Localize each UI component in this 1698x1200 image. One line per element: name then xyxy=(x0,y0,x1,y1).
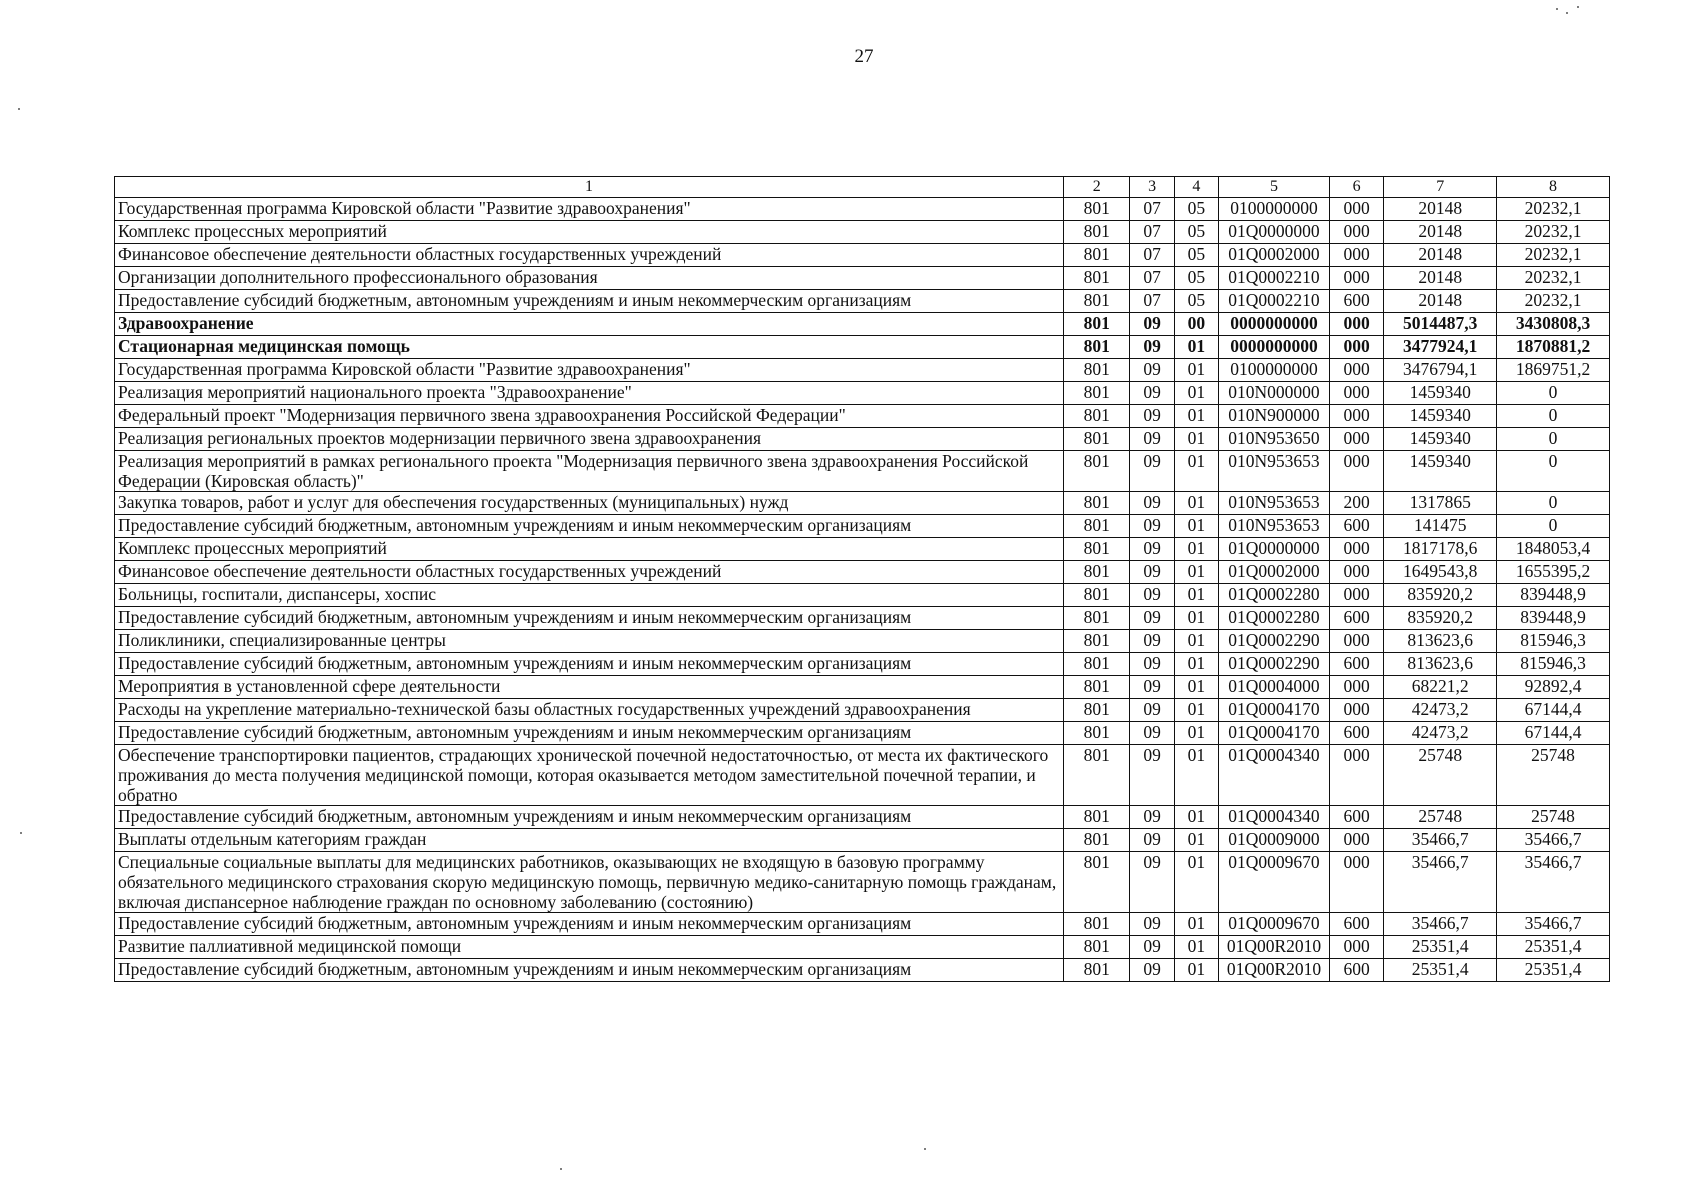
row-name-cell: Реализация мероприятий в рамках регионального проекта "Модернизация первичного звена здравоохранения Российской Федерации (Кировская область)" xyxy=(115,451,1064,492)
table-row xyxy=(115,584,1610,607)
table-row xyxy=(115,221,1610,244)
row-c3-cell: 09 xyxy=(1130,913,1174,936)
row-c2-cell: 801 xyxy=(1063,699,1129,722)
row-c5-cell: 01Q00R2010 xyxy=(1219,936,1330,959)
row-c7-cell: 42473,2 xyxy=(1384,699,1497,722)
row-c6-cell: 000 xyxy=(1329,451,1383,492)
scan-speck xyxy=(924,1148,926,1150)
row-name-cell: Развитие паллиативной медицинской помощи xyxy=(115,936,1064,959)
table-row xyxy=(115,198,1610,221)
row-c5-cell: 0000000000 xyxy=(1219,313,1330,336)
row-name-cell: Предоставление субсидий бюджетным, автономным учреждениям и иным некоммерческим организациям xyxy=(115,806,1064,829)
row-c3-cell: 09 xyxy=(1130,359,1174,382)
row-c3-cell: 07 xyxy=(1130,221,1174,244)
row-c4-cell: 00 xyxy=(1174,313,1218,336)
row-c2-cell: 801 xyxy=(1063,852,1129,913)
table-row xyxy=(115,806,1610,829)
row-c5-cell: 01Q0004170 xyxy=(1219,722,1330,745)
row-c8-cell: 0 xyxy=(1497,382,1610,405)
row-c8-cell: 25748 xyxy=(1497,745,1610,806)
row-c2-cell: 801 xyxy=(1063,653,1129,676)
row-c2-cell: 801 xyxy=(1063,198,1129,221)
row-c5-cell: 010N953653 xyxy=(1219,451,1330,492)
row-name-cell: Расходы на укрепление материально-технической базы областных государственных учреждений здравоохранения xyxy=(115,699,1064,722)
row-c3-cell: 09 xyxy=(1130,405,1174,428)
row-c4-cell: 01 xyxy=(1174,630,1218,653)
row-c8-cell: 20232,1 xyxy=(1497,244,1610,267)
row-name-cell: Предоставление субсидий бюджетным, автономным учреждениям и иным некоммерческим организациям xyxy=(115,913,1064,936)
row-c6-cell: 000 xyxy=(1329,336,1383,359)
row-c3-cell: 09 xyxy=(1130,829,1174,852)
row-c4-cell: 01 xyxy=(1174,653,1218,676)
row-c5-cell: 01Q0004170 xyxy=(1219,699,1330,722)
row-c3-cell: 09 xyxy=(1130,336,1174,359)
table-row xyxy=(115,913,1610,936)
row-c3-cell: 09 xyxy=(1130,607,1174,630)
row-c8-cell: 25351,4 xyxy=(1497,936,1610,959)
row-c4-cell: 01 xyxy=(1174,722,1218,745)
row-c6-cell: 000 xyxy=(1329,852,1383,913)
row-name-cell: Стационарная медицинская помощь xyxy=(115,336,1064,359)
row-name-cell: Государственная программа Кировской области "Развитие здравоохранения" xyxy=(115,359,1064,382)
row-c4-cell: 05 xyxy=(1174,290,1218,313)
table-row xyxy=(115,676,1610,699)
table-row xyxy=(115,699,1610,722)
row-c3-cell: 09 xyxy=(1130,806,1174,829)
col-header: 2 xyxy=(1063,177,1129,198)
row-c2-cell: 801 xyxy=(1063,313,1129,336)
row-name-cell: Мероприятия в установленной сфере деятельности xyxy=(115,676,1064,699)
row-name-cell: Предоставление субсидий бюджетным, автономным учреждениям и иным некоммерческим организациям xyxy=(115,607,1064,630)
row-c7-cell: 20148 xyxy=(1384,198,1497,221)
row-c8-cell: 815946,3 xyxy=(1497,653,1610,676)
row-c8-cell: 1870881,2 xyxy=(1497,336,1610,359)
row-c6-cell: 000 xyxy=(1329,936,1383,959)
header-row xyxy=(115,177,1610,198)
row-c4-cell: 01 xyxy=(1174,676,1218,699)
row-c4-cell: 01 xyxy=(1174,852,1218,913)
row-c8-cell: 92892,4 xyxy=(1497,676,1610,699)
table-row xyxy=(115,722,1610,745)
row-c8-cell: 20232,1 xyxy=(1497,221,1610,244)
row-c8-cell: 839448,9 xyxy=(1497,607,1610,630)
row-c6-cell: 600 xyxy=(1329,806,1383,829)
row-c4-cell: 05 xyxy=(1174,267,1218,290)
row-c4-cell: 05 xyxy=(1174,221,1218,244)
scan-speck xyxy=(560,1168,562,1170)
row-c4-cell: 01 xyxy=(1174,336,1218,359)
row-c7-cell: 20148 xyxy=(1384,244,1497,267)
row-c6-cell: 000 xyxy=(1329,829,1383,852)
row-name-cell: Обеспечение транспортировки пациентов, страдающих хронической почечной недостаточностью, от места их фактического проживания до места получения медицинской помощи, которая оказывается методом заместительной почечной терапии, и обратно xyxy=(115,745,1064,806)
row-c5-cell: 010N900000 xyxy=(1219,405,1330,428)
row-c2-cell: 801 xyxy=(1063,515,1129,538)
table-row xyxy=(115,653,1610,676)
table-row xyxy=(115,607,1610,630)
table-row xyxy=(115,382,1610,405)
row-c5-cell: 01Q0000000 xyxy=(1219,538,1330,561)
row-name-cell: Комплекс процессных мероприятий xyxy=(115,538,1064,561)
row-c7-cell: 3477924,1 xyxy=(1384,336,1497,359)
row-c6-cell: 000 xyxy=(1329,584,1383,607)
table-row xyxy=(115,244,1610,267)
table-body xyxy=(115,198,1610,982)
row-c2-cell: 801 xyxy=(1063,745,1129,806)
row-c4-cell: 01 xyxy=(1174,538,1218,561)
row-name-cell: Финансовое обеспечение деятельности областных государственных учреждений xyxy=(115,561,1064,584)
row-c6-cell: 000 xyxy=(1329,538,1383,561)
row-name-cell: Предоставление субсидий бюджетным, автономным учреждениям и иным некоммерческим организациям xyxy=(115,515,1064,538)
row-c2-cell: 801 xyxy=(1063,584,1129,607)
row-c3-cell: 09 xyxy=(1130,492,1174,515)
row-c8-cell: 20232,1 xyxy=(1497,198,1610,221)
row-c8-cell: 0 xyxy=(1497,428,1610,451)
row-name-cell: Выплаты отдельным категориям граждан xyxy=(115,829,1064,852)
row-c2-cell: 801 xyxy=(1063,607,1129,630)
col-header: 3 xyxy=(1130,177,1174,198)
row-c6-cell: 600 xyxy=(1329,913,1383,936)
row-c8-cell: 1655395,2 xyxy=(1497,561,1610,584)
row-c5-cell: 010N953653 xyxy=(1219,515,1330,538)
table-row xyxy=(115,561,1610,584)
row-c4-cell: 01 xyxy=(1174,405,1218,428)
row-c8-cell: 0 xyxy=(1497,492,1610,515)
row-c2-cell: 801 xyxy=(1063,806,1129,829)
row-c6-cell: 000 xyxy=(1329,221,1383,244)
row-c8-cell: 0 xyxy=(1497,451,1610,492)
row-c4-cell: 01 xyxy=(1174,561,1218,584)
row-c7-cell: 1317865 xyxy=(1384,492,1497,515)
row-name-cell: Комплекс процессных мероприятий xyxy=(115,221,1064,244)
row-name-cell: Государственная программа Кировской области "Развитие здравоохранения" xyxy=(115,198,1064,221)
row-c8-cell: 1848053,4 xyxy=(1497,538,1610,561)
row-c4-cell: 01 xyxy=(1174,699,1218,722)
row-c6-cell: 000 xyxy=(1329,382,1383,405)
row-c2-cell: 801 xyxy=(1063,267,1129,290)
table-row xyxy=(115,959,1610,982)
table-row xyxy=(115,428,1610,451)
col-header: 8 xyxy=(1497,177,1610,198)
scan-speck xyxy=(1556,8,1558,10)
row-c8-cell: 0 xyxy=(1497,515,1610,538)
table-row xyxy=(115,359,1610,382)
row-c5-cell: 0100000000 xyxy=(1219,359,1330,382)
row-c7-cell: 35466,7 xyxy=(1384,829,1497,852)
row-c5-cell: 01Q0002290 xyxy=(1219,653,1330,676)
row-c4-cell: 01 xyxy=(1174,515,1218,538)
row-c6-cell: 600 xyxy=(1329,959,1383,982)
row-c2-cell: 801 xyxy=(1063,913,1129,936)
row-c2-cell: 801 xyxy=(1063,428,1129,451)
row-c6-cell: 000 xyxy=(1329,244,1383,267)
row-c3-cell: 09 xyxy=(1130,382,1174,405)
row-c3-cell: 09 xyxy=(1130,676,1174,699)
row-name-cell: Больницы, госпитали, диспансеры, хоспис xyxy=(115,584,1064,607)
scan-speck xyxy=(20,832,22,834)
row-c4-cell: 01 xyxy=(1174,806,1218,829)
row-c6-cell: 600 xyxy=(1329,653,1383,676)
row-c6-cell: 000 xyxy=(1329,359,1383,382)
row-c7-cell: 1459340 xyxy=(1384,382,1497,405)
budget-table xyxy=(114,176,1610,982)
row-c6-cell: 600 xyxy=(1329,722,1383,745)
row-c7-cell: 813623,6 xyxy=(1384,630,1497,653)
row-c7-cell: 25748 xyxy=(1384,806,1497,829)
page-number: 27 xyxy=(854,46,874,67)
row-c6-cell: 000 xyxy=(1329,699,1383,722)
table-row xyxy=(115,492,1610,515)
row-c6-cell: 000 xyxy=(1329,428,1383,451)
row-c4-cell: 01 xyxy=(1174,829,1218,852)
row-c6-cell: 600 xyxy=(1329,290,1383,313)
row-name-cell: Предоставление субсидий бюджетным, автономным учреждениям и иным некоммерческим организациям xyxy=(115,290,1064,313)
row-c5-cell: 010N953650 xyxy=(1219,428,1330,451)
row-c5-cell: 01Q0004340 xyxy=(1219,745,1330,806)
row-c5-cell: 01Q0002280 xyxy=(1219,607,1330,630)
row-c5-cell: 01Q0000000 xyxy=(1219,221,1330,244)
row-c8-cell: 20232,1 xyxy=(1497,290,1610,313)
row-c2-cell: 801 xyxy=(1063,359,1129,382)
row-c2-cell: 801 xyxy=(1063,492,1129,515)
table-row xyxy=(115,267,1610,290)
row-c3-cell: 07 xyxy=(1130,244,1174,267)
row-c7-cell: 25351,4 xyxy=(1384,959,1497,982)
row-c6-cell: 600 xyxy=(1329,607,1383,630)
row-c4-cell: 01 xyxy=(1174,359,1218,382)
row-c6-cell: 600 xyxy=(1329,515,1383,538)
row-c8-cell: 67144,4 xyxy=(1497,699,1610,722)
row-c5-cell: 01Q0004340 xyxy=(1219,806,1330,829)
row-name-cell: Предоставление субсидий бюджетным, автономным учреждениям и иным некоммерческим организациям xyxy=(115,722,1064,745)
table-row xyxy=(115,290,1610,313)
row-name-cell: Предоставление субсидий бюджетным, автономным учреждениям и иным некоммерческим организациям xyxy=(115,653,1064,676)
row-c2-cell: 801 xyxy=(1063,829,1129,852)
row-c3-cell: 07 xyxy=(1130,198,1174,221)
row-c7-cell: 42473,2 xyxy=(1384,722,1497,745)
row-c3-cell: 09 xyxy=(1130,451,1174,492)
row-c4-cell: 01 xyxy=(1174,584,1218,607)
row-c7-cell: 3476794,1 xyxy=(1384,359,1497,382)
row-c2-cell: 801 xyxy=(1063,959,1129,982)
row-c3-cell: 09 xyxy=(1130,561,1174,584)
row-c2-cell: 801 xyxy=(1063,561,1129,584)
row-c7-cell: 25748 xyxy=(1384,745,1497,806)
row-c3-cell: 09 xyxy=(1130,428,1174,451)
row-c4-cell: 01 xyxy=(1174,492,1218,515)
scan-speck xyxy=(1566,12,1568,14)
row-c8-cell: 35466,7 xyxy=(1497,852,1610,913)
col-header: 6 xyxy=(1329,177,1383,198)
row-c3-cell: 09 xyxy=(1130,699,1174,722)
row-c4-cell: 01 xyxy=(1174,959,1218,982)
row-c5-cell: 01Q0009670 xyxy=(1219,913,1330,936)
row-c8-cell: 20232,1 xyxy=(1497,267,1610,290)
row-c2-cell: 801 xyxy=(1063,405,1129,428)
row-c4-cell: 01 xyxy=(1174,451,1218,492)
row-c3-cell: 09 xyxy=(1130,538,1174,561)
row-c6-cell: 000 xyxy=(1329,198,1383,221)
row-name-cell: Закупка товаров, работ и услуг для обеспечения государственных (муниципальных) нужд xyxy=(115,492,1064,515)
scan-speck xyxy=(18,108,20,110)
row-c7-cell: 1649543,8 xyxy=(1384,561,1497,584)
row-c4-cell: 01 xyxy=(1174,913,1218,936)
row-c8-cell: 67144,4 xyxy=(1497,722,1610,745)
row-c3-cell: 09 xyxy=(1130,959,1174,982)
table-row xyxy=(115,313,1610,336)
row-c8-cell: 1869751,2 xyxy=(1497,359,1610,382)
row-c7-cell: 835920,2 xyxy=(1384,584,1497,607)
row-c5-cell: 01Q0002280 xyxy=(1219,584,1330,607)
row-c8-cell: 3430808,3 xyxy=(1497,313,1610,336)
row-c5-cell: 010N000000 xyxy=(1219,382,1330,405)
row-c7-cell: 141475 xyxy=(1384,515,1497,538)
row-name-cell: Финансовое обеспечение деятельности областных государственных учреждений xyxy=(115,244,1064,267)
row-c7-cell: 20148 xyxy=(1384,290,1497,313)
row-name-cell: Федеральный проект "Модернизация первичного звена здравоохранения Российской Федерации" xyxy=(115,405,1064,428)
row-c6-cell: 200 xyxy=(1329,492,1383,515)
row-c3-cell: 09 xyxy=(1130,722,1174,745)
row-c7-cell: 1817178,6 xyxy=(1384,538,1497,561)
row-name-cell: Организации дополнительного профессионального образования xyxy=(115,267,1064,290)
row-c3-cell: 09 xyxy=(1130,313,1174,336)
row-c2-cell: 801 xyxy=(1063,722,1129,745)
row-c6-cell: 000 xyxy=(1329,630,1383,653)
row-c8-cell: 35466,7 xyxy=(1497,913,1610,936)
row-c4-cell: 01 xyxy=(1174,936,1218,959)
row-c6-cell: 000 xyxy=(1329,405,1383,428)
row-name-cell: Здравоохранение xyxy=(115,313,1064,336)
row-c7-cell: 5014487,3 xyxy=(1384,313,1497,336)
row-name-cell: Предоставление субсидий бюджетным, автономным учреждениям и иным некоммерческим организациям xyxy=(115,959,1064,982)
table-row xyxy=(115,405,1610,428)
row-c4-cell: 01 xyxy=(1174,607,1218,630)
scan-speck xyxy=(1577,6,1579,8)
table-row xyxy=(115,336,1610,359)
row-c6-cell: 000 xyxy=(1329,267,1383,290)
row-c5-cell: 0100000000 xyxy=(1219,198,1330,221)
row-c2-cell: 801 xyxy=(1063,936,1129,959)
row-c8-cell: 0 xyxy=(1497,405,1610,428)
row-c5-cell: 01Q0002210 xyxy=(1219,267,1330,290)
row-c5-cell: 01Q0009000 xyxy=(1219,829,1330,852)
col-header: 1 xyxy=(115,177,1064,198)
row-c2-cell: 801 xyxy=(1063,676,1129,699)
row-c3-cell: 09 xyxy=(1130,630,1174,653)
row-c4-cell: 05 xyxy=(1174,244,1218,267)
row-c5-cell: 01Q0004000 xyxy=(1219,676,1330,699)
row-c4-cell: 01 xyxy=(1174,745,1218,806)
row-c7-cell: 1459340 xyxy=(1384,451,1497,492)
row-c2-cell: 801 xyxy=(1063,221,1129,244)
row-c7-cell: 835920,2 xyxy=(1384,607,1497,630)
row-name-cell: Специальные социальные выплаты для медицинских работников, оказывающих не входящую в базовую программу обязательного медицинского страхования скорую медицинскую помощь, первичную медико-санитарную помощь гражданам, включая диспансерное наблюдение граждан по основному заболеванию (состоянию) xyxy=(115,852,1064,913)
row-c2-cell: 801 xyxy=(1063,538,1129,561)
row-c7-cell: 813623,6 xyxy=(1384,653,1497,676)
row-c7-cell: 1459340 xyxy=(1384,428,1497,451)
row-c8-cell: 35466,7 xyxy=(1497,829,1610,852)
row-c5-cell: 01Q0002000 xyxy=(1219,561,1330,584)
row-c4-cell: 05 xyxy=(1174,198,1218,221)
row-c8-cell: 25748 xyxy=(1497,806,1610,829)
row-c6-cell: 000 xyxy=(1329,561,1383,584)
row-c5-cell: 01Q00R2010 xyxy=(1219,959,1330,982)
row-c7-cell: 35466,7 xyxy=(1384,913,1497,936)
row-c4-cell: 01 xyxy=(1174,428,1218,451)
col-header: 7 xyxy=(1384,177,1497,198)
row-c2-cell: 801 xyxy=(1063,290,1129,313)
row-c2-cell: 801 xyxy=(1063,630,1129,653)
table-row xyxy=(115,936,1610,959)
row-c3-cell: 09 xyxy=(1130,584,1174,607)
col-header: 4 xyxy=(1174,177,1218,198)
row-c4-cell: 01 xyxy=(1174,382,1218,405)
row-c3-cell: 09 xyxy=(1130,515,1174,538)
row-name-cell: Реализация мероприятий национального проекта "Здравоохранение" xyxy=(115,382,1064,405)
row-c2-cell: 801 xyxy=(1063,451,1129,492)
row-c7-cell: 20148 xyxy=(1384,267,1497,290)
table-row xyxy=(115,515,1610,538)
row-c8-cell: 25351,4 xyxy=(1497,959,1610,982)
table-row xyxy=(115,451,1610,492)
row-c2-cell: 801 xyxy=(1063,336,1129,359)
table-row xyxy=(115,630,1610,653)
row-c2-cell: 801 xyxy=(1063,244,1129,267)
table-row xyxy=(115,829,1610,852)
row-c3-cell: 09 xyxy=(1130,745,1174,806)
row-c5-cell: 01Q0002210 xyxy=(1219,290,1330,313)
row-c3-cell: 07 xyxy=(1130,290,1174,313)
row-c7-cell: 25351,4 xyxy=(1384,936,1497,959)
row-name-cell: Поликлиники, специализированные центры xyxy=(115,630,1064,653)
row-c5-cell: 010N953653 xyxy=(1219,492,1330,515)
col-header: 5 xyxy=(1219,177,1330,198)
row-c7-cell: 20148 xyxy=(1384,221,1497,244)
table-row xyxy=(115,852,1610,913)
row-c3-cell: 07 xyxy=(1130,267,1174,290)
row-c6-cell: 000 xyxy=(1329,676,1383,699)
row-c5-cell: 01Q0009670 xyxy=(1219,852,1330,913)
row-c7-cell: 35466,7 xyxy=(1384,852,1497,913)
row-c7-cell: 68221,2 xyxy=(1384,676,1497,699)
row-c5-cell: 01Q0002000 xyxy=(1219,244,1330,267)
row-c5-cell: 01Q0002290 xyxy=(1219,630,1330,653)
row-c6-cell: 000 xyxy=(1329,313,1383,336)
row-name-cell: Реализация региональных проектов модернизации первичного звена здравоохранения xyxy=(115,428,1064,451)
row-c7-cell: 1459340 xyxy=(1384,405,1497,428)
row-c3-cell: 09 xyxy=(1130,936,1174,959)
table-row xyxy=(115,538,1610,561)
row-c2-cell: 801 xyxy=(1063,382,1129,405)
row-c5-cell: 0000000000 xyxy=(1219,336,1330,359)
row-c3-cell: 09 xyxy=(1130,653,1174,676)
table-row xyxy=(115,745,1610,806)
row-c3-cell: 09 xyxy=(1130,852,1174,913)
row-c8-cell: 839448,9 xyxy=(1497,584,1610,607)
row-c8-cell: 815946,3 xyxy=(1497,630,1610,653)
row-c6-cell: 000 xyxy=(1329,745,1383,806)
